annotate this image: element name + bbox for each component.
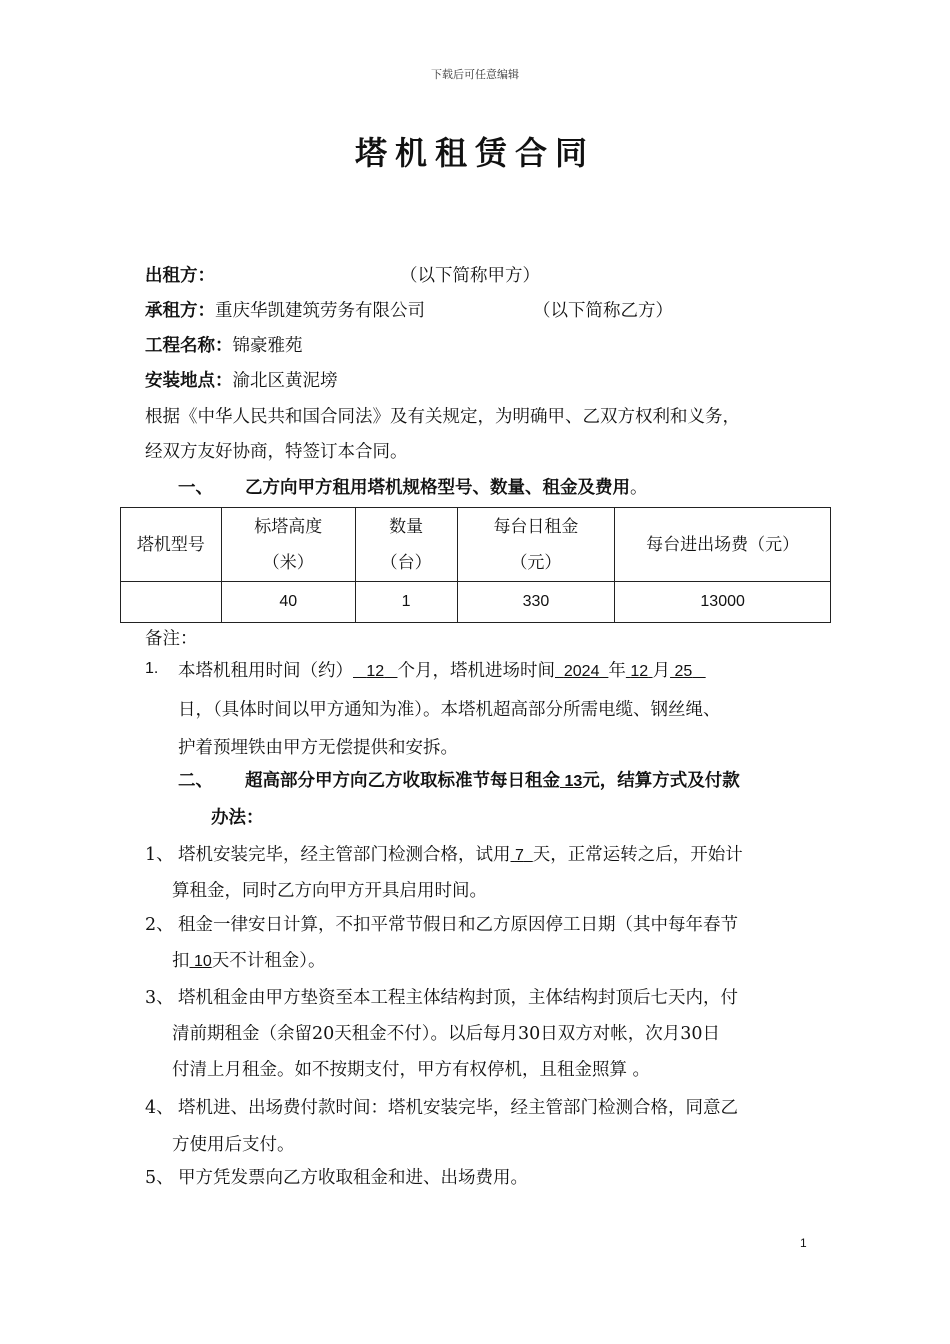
site-label: 安装地点：	[145, 371, 233, 391]
document-title: 塔机租赁合同	[354, 134, 595, 172]
section2-heading-2: 办法：	[211, 808, 264, 828]
clause-2-number: 2、	[145, 915, 174, 935]
intro-line-1: 根据《中华人民共和国合同法》及有关规定，为明确甲、乙双方权利和义务，	[145, 407, 740, 427]
clause-3-line-1: 塔机租金由甲方垫资至本工程主体结构封顶，主体结构封顶后七天内，付	[178, 988, 738, 1008]
header-cell: 数量 （台）	[355, 508, 457, 582]
project-name: 锦豪雅苑	[232, 336, 303, 356]
intro-line-2: 经双方友好协商，特签订本合同。	[145, 442, 408, 462]
page-number: 1	[800, 1236, 807, 1250]
table-header-row	[121, 508, 831, 582]
spec-table	[120, 507, 831, 623]
rental-months: 12	[366, 663, 385, 680]
entry-month: 12	[630, 663, 649, 680]
clause-4-line-2: 方使用后支付。	[172, 1135, 295, 1155]
clause-2-line-1: 租金一律安日计算，不扣平常节假日和乙方原因停工日期（其中每年春节	[178, 915, 738, 935]
section1-title: 乙方向甲方租用塔机规格型号、数量、租金及费用	[245, 478, 630, 498]
remark-line-3: 护着预埋铁由甲方无偿提供和安拆。	[178, 738, 458, 758]
holiday-days: 10	[193, 953, 212, 970]
header-cell: 塔机型号	[121, 508, 222, 582]
site-name: 渝北区黄泥塝	[232, 371, 338, 391]
lessee-note: （以下简称乙方）	[533, 301, 673, 321]
clause-2-line-2: 扣 10天不计租金）。	[172, 951, 326, 971]
clause-3-line-2: 清前期租金（余留20天租金不付）。以后每月30日双方对帐，次月30日	[172, 1024, 721, 1044]
section1-end: 。	[630, 478, 648, 498]
trial-days: 7	[514, 847, 524, 864]
table-cell: 13000	[615, 582, 831, 623]
header-cell: 每台进出场费（元）	[615, 508, 831, 582]
clause-4-number: 4、	[145, 1098, 174, 1118]
table-cell	[121, 582, 222, 623]
header-cell: 标塔高度 （米）	[221, 508, 355, 582]
lessor-label: 出租方：	[145, 266, 215, 286]
lessor-note: （以下简称甲方）	[400, 266, 540, 286]
clause-1-line-2: 算租金，同时乙方向甲方开具启用时间。	[172, 881, 487, 901]
site-line	[145, 367, 338, 392]
lessee-label: 承租方：	[145, 301, 215, 321]
section2-number: 二、	[178, 771, 213, 791]
remark-line-1: 本塔机租用时间（约） 12 个月，塔机进场时间 2024 年 12 月 25	[178, 657, 706, 682]
clause-5-line-1: 甲方凭发票向乙方收取租金和进、出场费用。	[178, 1168, 528, 1188]
remarks-label: 备注：	[145, 629, 198, 649]
table-cell: 1	[355, 582, 457, 623]
table-cell: 40	[221, 582, 355, 623]
remark-item-number: 1.	[145, 660, 159, 677]
clause-1-number: 1、	[145, 845, 174, 865]
lessee-line	[145, 297, 425, 322]
project-line	[145, 332, 303, 357]
section1-heading	[245, 474, 648, 499]
clause-3-number: 3、	[145, 988, 174, 1008]
clause-4-line-1: 塔机进、出场费付款时间：塔机安装完毕，经主管部门检测合格，同意乙	[178, 1098, 738, 1118]
entry-year: 2024	[563, 663, 600, 680]
clause-1-line-1: 塔机安装完毕，经主管部门检测合格，试用 7 天，正常运转之后，开始计	[178, 845, 743, 865]
remark-line-2: 日，（具体时间以甲方通知为准）。本塔机超高部分所需电缆、钢丝绳、	[178, 700, 721, 720]
project-label: 工程名称：	[145, 336, 233, 356]
clause-5-number: 5、	[145, 1168, 174, 1188]
lessee-name: 重庆华凯建筑劳务有限公司	[215, 301, 425, 321]
section2-heading: 超高部分甲方向乙方收取标准节每日租金 13元，结算方式及付款	[245, 771, 740, 791]
entry-day: 25	[674, 663, 693, 680]
page-header: 下载后可任意编辑	[431, 68, 519, 81]
clause-3-line-3: 付清上月租金。如不按期支付，甲方有权停机，且租金照算 。	[172, 1060, 651, 1080]
table-row	[121, 582, 831, 623]
section-rent-amount: 13	[564, 773, 583, 790]
table-cell: 330	[457, 582, 615, 623]
section1-number: 一、	[178, 478, 213, 498]
lessor-line	[145, 262, 215, 287]
header-cell: 每台日租金 （元）	[457, 508, 615, 582]
